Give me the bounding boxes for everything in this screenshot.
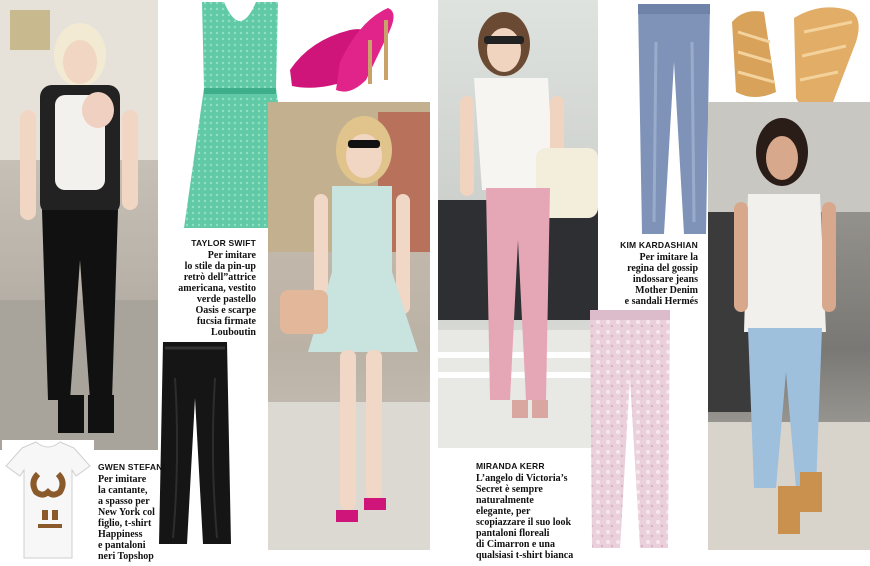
caption-body: Per imitare lo stile da pin-up retrò dell”attrice americana, vestito verde pastello Oasis e scarpe fucsia firmate Louboutin [178, 250, 256, 338]
gwen-stefani-figure [0, 0, 158, 450]
kim-kardashian-figure [708, 102, 870, 550]
product-tan-sandals [724, 2, 866, 114]
caption-name: TAYLOR SWIFT [191, 238, 256, 248]
photo-kim-kardashian [708, 102, 870, 550]
caption-body: L’angelo di Victoria’s Secret è sempre naturalmente elegante, per scopiazzare il suo look pantaloni floreali di Cimarron e una qualsiasi t-shirt bianca [476, 473, 574, 561]
caption-body: Per imitare la cantante, a spasso per New York col figlio, t-shirt Happiness e pantaloni neri Topshop [98, 474, 155, 562]
caption-miranda-kerr [476, 461, 586, 561]
caption-kim-kardashian [606, 240, 698, 307]
product-skinny-jeans [632, 2, 716, 238]
caption-name: KIM KARDASHIAN [620, 240, 698, 250]
photo-miranda-kerr [438, 0, 598, 448]
caption-name: MIRANDA KERR [476, 461, 545, 471]
caption-body: Per imitare la regina del gossip indossare jeans Mother Denim e sandali Hermés [624, 252, 698, 307]
product-fuchsia-heels [280, 0, 398, 102]
photo-taylor-swift [268, 102, 430, 550]
caption-gwen-stefani [98, 462, 168, 562]
caption-taylor-swift [160, 238, 256, 338]
product-floral-pants [584, 308, 676, 552]
product-tshirt [2, 440, 94, 562]
taylor-swift-figure [268, 102, 430, 550]
miranda-kerr-figure [438, 0, 598, 448]
caption-name: GWEN STEFANI [98, 462, 166, 472]
photo-gwen-stefani [0, 0, 158, 450]
